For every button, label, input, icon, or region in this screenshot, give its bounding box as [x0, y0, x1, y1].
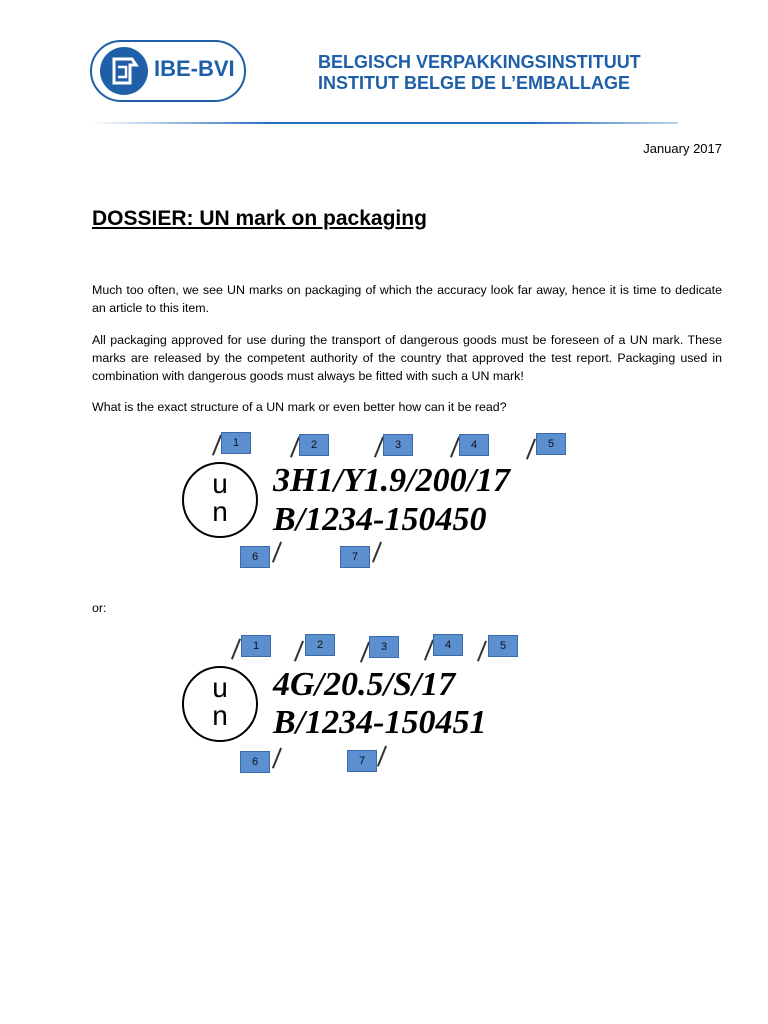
marker-7: 7 — [347, 750, 377, 772]
pointer-line — [272, 542, 282, 563]
pointer-line — [477, 641, 487, 662]
document-title: DOSSIER: UN mark on packaging — [92, 207, 427, 230]
marker-3: 3 — [369, 636, 399, 658]
pointer-line — [272, 748, 282, 769]
or-label: or: — [92, 601, 107, 615]
un-code-line-1: 3H1/Y1.9/200/17 — [273, 462, 511, 499]
un-symbol-u: u — [212, 672, 228, 703]
un-symbol-n: n — [212, 496, 228, 527]
document-date: January 2017 — [643, 141, 722, 156]
paragraph-question: What is the exact structure of a UN mark or even better how can it be read? — [92, 400, 507, 414]
un-symbol-circle — [182, 462, 258, 538]
organization-name-dutch: BELGISCH VERPAKKINGSINSTITUUT — [318, 52, 641, 72]
header-divider — [92, 122, 678, 124]
logo-text: IBE-BVI — [154, 56, 235, 81]
un-symbol-n: n — [212, 700, 228, 731]
pointer-line — [526, 439, 536, 460]
organization-name-french: INSTITUT BELGE DE L’EMBALLAGE — [318, 73, 631, 93]
marker-4: 4 — [433, 634, 463, 656]
pointer-line — [231, 639, 241, 660]
un-symbol-circle — [182, 666, 258, 742]
marker-2: 2 — [299, 434, 329, 456]
pointer-line — [377, 746, 387, 767]
marker-2: 2 — [305, 634, 335, 656]
marker-1: 1 — [221, 432, 251, 454]
pointer-line — [372, 542, 382, 563]
marker-3: 3 — [383, 434, 413, 456]
marker-4: 4 — [459, 434, 489, 456]
marker-6: 6 — [240, 546, 270, 568]
logo-emblem-icon — [100, 47, 148, 95]
un-code-line-1: 4G/20.5/S/17 — [273, 666, 456, 703]
un-symbol-u: u — [212, 468, 228, 499]
marker-7: 7 — [340, 546, 370, 568]
marker-5: 5 — [488, 635, 518, 657]
marker-5: 5 — [536, 433, 566, 455]
un-code-line-2: B/1234-150450 — [273, 501, 487, 538]
paragraph-approval: All packaging approved for use during the transport of dangerous goods must be foreseen of a UN mark. These marks are released by the competent authority of the country that approved the test report. Packaging used in combination with dangerous goods must always be fitted with such a UN mark! — [92, 333, 722, 383]
marker-1: 1 — [241, 635, 271, 657]
pointer-line — [294, 641, 304, 662]
marker-6: 6 — [240, 751, 270, 773]
paragraph-intro: Much too often, we see UN marks on packaging of which the accuracy look far away, hence it is time to dedicate an article to this item. — [92, 283, 722, 315]
ibe-bvi-logo — [90, 40, 246, 102]
un-code-line-2: B/1234-150451 — [273, 704, 487, 741]
